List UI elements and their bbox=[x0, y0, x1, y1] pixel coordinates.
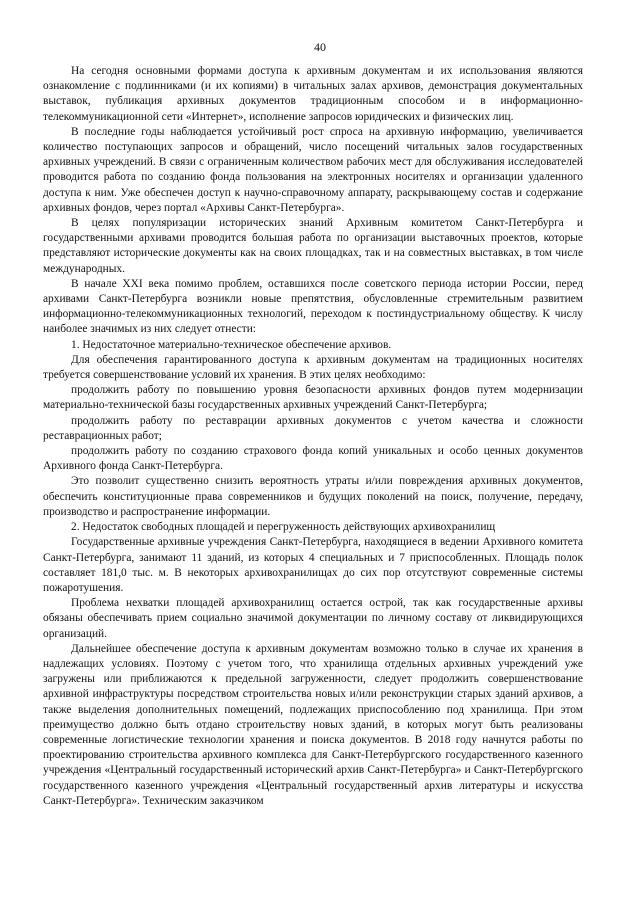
list-item-security: продолжить работу по повышению уровня безопасности архивных фондов путем модернизации материально-технической базы государственных архивных учреждений Санкт-Петербурга; bbox=[43, 384, 583, 412]
paragraph-storage-conditions: Для обеспечения гарантированного доступа к архивным документам на традиционных носителях требуется совершенствование условий их хранения. В этих целях необходимо: bbox=[43, 353, 583, 382]
paragraph-new-obstacles: В начале XXI века помимо проблем, оставшихся после советского периода истории России, перед архивами Санкт-Петербурга возникли новые препятствия, обусловленные стремительным развитием информационно-телекоммуникационных технологий, переходом к постиндустриальному обществу. К числу наиболее значимых из них следует отнести: bbox=[43, 277, 583, 336]
paragraph-problem-2: 2. Недостаток свободных площадей и перегруженность действующих архивохранилищ bbox=[71, 521, 496, 534]
paragraph-space-shortage: Проблема нехватки площадей архивохранилищ остается острой, так как государственные архивы обязаны обеспечивать прием социально значимой документации по личному составу от ликвидирующихся организаций. bbox=[43, 597, 583, 640]
paragraph-infrastructure: Дальнейшее обеспечение доступа к архивным документам возможно только в случае их хранения в надлежащих условиях. Поэтому с учетом того, что хранилища отдельных архивных учреждений уже загружены или приближаются к предельной загруженности, следует продолжить совершенствование архивной инфраструктуры посредством строительства новых и/или реконструкции старых зданий архивов, а также выделения дополнительных помещений, подлежащих приспособлению под хранилища. При этом преимущество должно быть отдано строительству новых зданий, в которых могут быть реализованы современные логистические технологии хранения и поиска документов. В 2018 году начнутся работы по проектированию строительства архивного комплекса для Санкт-Петербургского государственного казенного учреждения «Центральный государственный исторический архив Санкт-Петербурга» и Санкт-Петербургского государственного казенного учреждения «Центральный государственный архив литературы и искусства Санкт-Петербурга». Техническим заказчиком bbox=[43, 642, 583, 807]
paragraph-exhibitions: В целях популяризации исторических знаний Архивным комитетом Санкт-Петербурга и государственными архивами проводится большая работа по организации выставочных проектов, которые представляют исторические документы как на своих площадках, так и на совместных выставках, в том числе международных. bbox=[43, 217, 583, 275]
paragraph-access-forms: На сегодня основными формами доступа к архивным документам и их использования являются ознакомление с подлинниками (и их копиями) в читальных залах архивов, демонстрация документальных выставок, публикация архивных документов традиционным способом и в информационно-телекоммуникационной сети «Интернет», исполнение запросов юридических и физических лиц. bbox=[43, 65, 583, 123]
paragraph-reduce-risk: Это позволит существенно снизить вероятность утраты и/или повреждения архивных документов, обеспечить конституционные права современников и будущих поколений на поиск, получение, передачу, производство и распространение информации. bbox=[43, 475, 583, 518]
list-item-restoration: продолжить работу по реставрации архивных документов с учетом качества и сложности реставрационных работ; bbox=[43, 414, 583, 442]
paragraph-demand-growth: В последние годы наблюдается устойчивый рост спроса на архивную информацию, увеличивается количество поступающих запросов и обращений, число посещений читальных залов государственных архивных учреждений. В связи с ограниченным количеством рабочих мест для обслуживания исследователей проводится работа по созданию фонда пользования на электронных носителях и организации удаленного доступа к ним. Уже обеспечен доступ к научно-справочному аппарату, раскрывающему состав и содержание архивных фондов, через портал «Архивы Санкт-Петербурга». bbox=[43, 125, 583, 214]
paragraph-buildings: Государственные архивные учреждения Санкт-Петербурга, находящиеся в ведении Архивного комитета Санкт-Петербурга, занимают 11 зданий, из которых 4 специальных и 7 приспособленных. Площадь полок составляет 181,0 тыс. м. В некоторых архивохранилищах до сих пор отсутствуют современные системы пожаротушения. bbox=[43, 536, 583, 594]
body-text bbox=[43, 64, 583, 809]
page-number: 40 bbox=[314, 40, 326, 54]
list-item-insurance-fund: продолжить работу по созданию страхового фонда копий уникальных и особо ценных документов Архивного фонда Санкт-Петербурга. bbox=[43, 445, 583, 473]
paragraph-problem-1: 1. Недостаточное материально-техническое обеспечение архивов. bbox=[71, 338, 392, 351]
